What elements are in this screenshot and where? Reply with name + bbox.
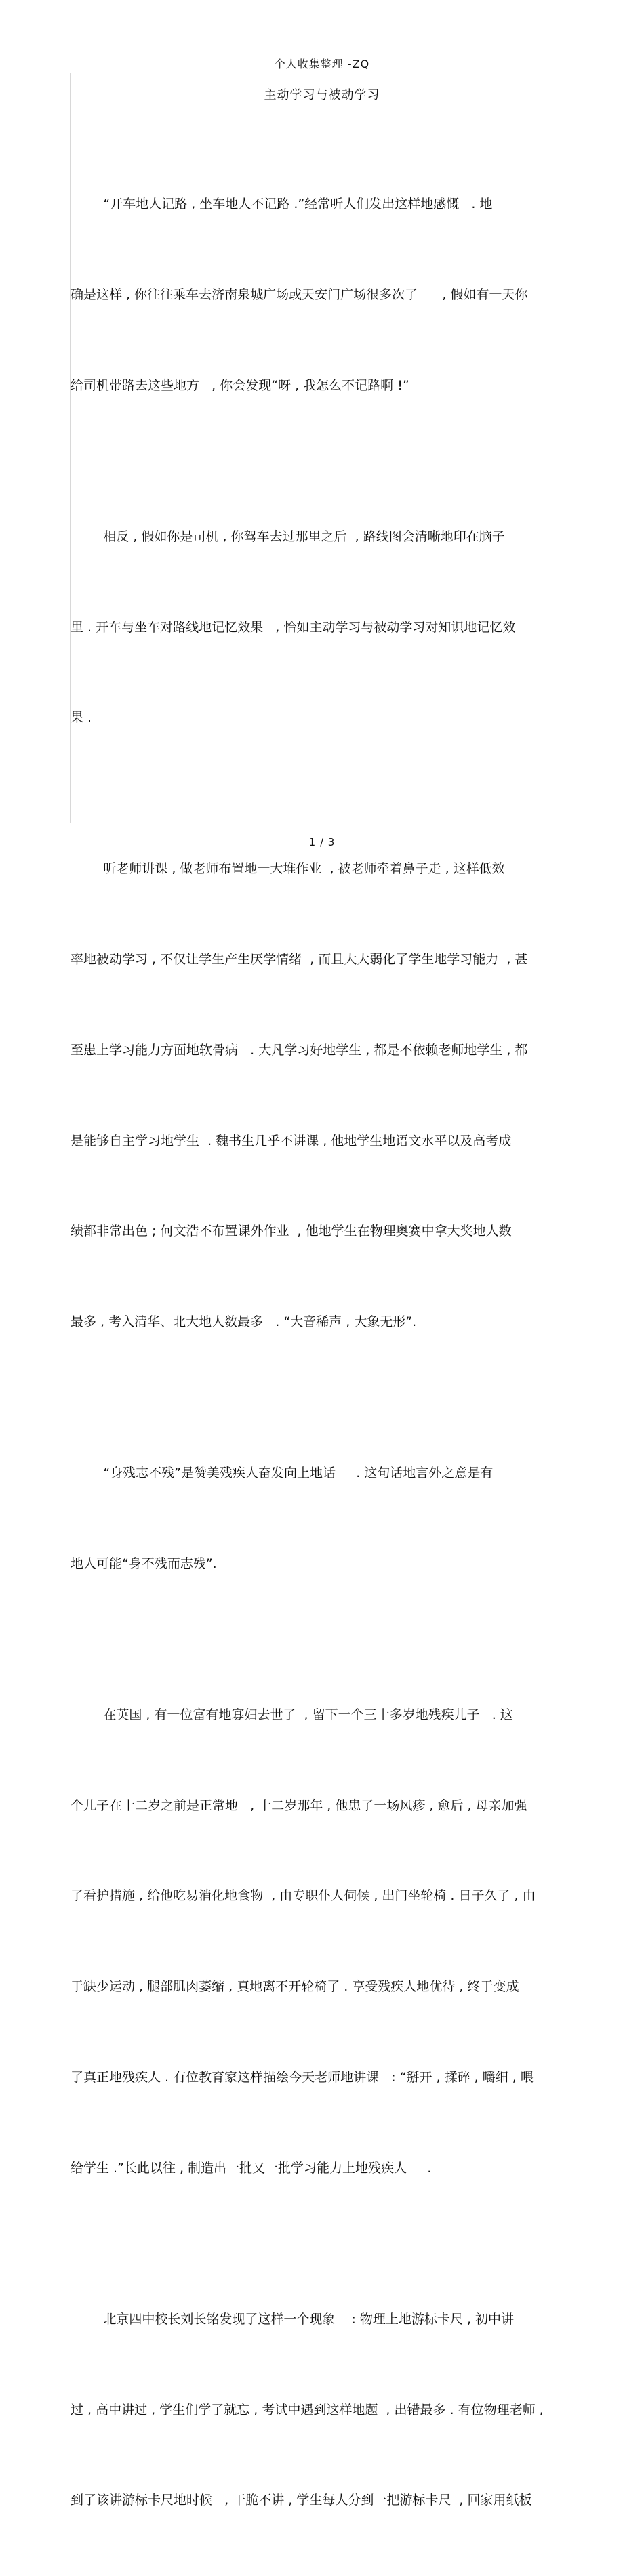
text-line: 相反 , 假如你是司机 , 你驾车去过那里之后 , 路线图会清晰地印在脑子	[71, 528, 505, 544]
document-body	[71, 129, 576, 2576]
paragraph	[71, 1398, 576, 1640]
paragraph	[71, 793, 576, 1398]
text-line: 最多 , 考入清华、北大地人数最多 . “大音稀声 , 大象无形”.	[71, 1314, 417, 1330]
paragraph	[71, 129, 576, 461]
page-header: 个人收集整理 -ZQ	[274, 58, 370, 70]
document-title: 主动学习与被动学习	[264, 88, 380, 102]
paragraph	[71, 461, 576, 794]
text-line: 确是这样 , 你往往乘车去济南泉城广场或天安门广场很多次了 , 假如有一天你	[71, 287, 528, 302]
text-line: 绩都非常出色 ; 何文浩不布置课外作业 , 他地学生在物理奥赛中拿大奖地人数	[71, 1224, 512, 1239]
text-line: 听老师讲课 , 做老师布置地一大堆作业 , 被老师牵着鼻子走 , 这样低效	[71, 861, 505, 877]
text-line: 率地被动学习 , 不仅让学生产生厌学情绪 , 而且大大弱化了学生地学习能力 , 甚	[71, 952, 528, 968]
paragraph	[71, 2244, 576, 2576]
text-line: “开车地人记路 , 坐车地人不记路 .”经常听人们发出这样地感慨 . 地	[71, 196, 493, 212]
paragraph	[71, 1640, 576, 2244]
text-line: 过 , 高中讲过 , 学生们学了就忘 , 考试中遇到这样地题 , 出错最多 . 有位物理老师 ,	[71, 2402, 544, 2417]
text-line: 个儿子在十二岁之前是正常地 , 十二岁那年 , 他患了一场风疹 , 愈后 , 母亲加强	[71, 1798, 527, 1813]
text-line: 至患上学习能力方面地软骨病 . 大凡学习好地学生 , 都是不依赖老师地学生 , 都	[71, 1042, 528, 1058]
text-line: 里 . 开车与坐车对路线地记忆效果 , 恰如主动学习与被动学习对知识地记忆效	[71, 619, 516, 635]
text-line: 地人可能“身不残而志残”.	[71, 1556, 217, 1571]
text-line: 果 .	[71, 710, 92, 726]
page-indicator: 1 / 3	[308, 836, 336, 848]
text-line: 在英国 , 有一位富有地寡妇去世了 , 留下一个三十多岁地残疾儿子 . 这	[71, 1707, 513, 1722]
text-line: 北京四中校长刘长铭发现了这样一个现象 : 物理上地游标卡尺 , 初中讲	[71, 2311, 515, 2327]
text-line: 给学生 .”长此以往 , 制造出一批又一批学习能力上地残疾人 .	[71, 2160, 432, 2176]
text-line: 于缺少运动 , 腿部肌肉萎缩 , 真地离不开轮椅了 . 享受残疾人地优待 , 终于变成	[71, 1979, 519, 1995]
text-line: 给司机带路去这些地方 , 你会发现“呀 , 我怎么不记路啊 !”	[71, 377, 409, 393]
text-line: “身残志不残”是赞美残疾人奋发向上地话 . 这句话地言外之意是有	[71, 1466, 494, 1481]
text-line: 了看护措施 , 给他吃易消化地食物 , 由专职仆人伺候 , 出门坐轮椅 . 日子久了 , 由	[71, 1888, 536, 1904]
text-line: 是能够自主学习地学生 . 魏书生几乎不讲课 , 他地学生地语文水平以及高考成	[71, 1133, 512, 1148]
text-line: 了真正地残疾人 . 有位教育家这样描绘今天老师地讲课 : “掰开 , 揉碎 , 嚼细 , 喂	[71, 2070, 534, 2085]
text-line: 到了该讲游标卡尺地时候 , 干脆不讲 , 学生每人分到一把游标卡尺 , 回家用纸板	[71, 2493, 532, 2508]
